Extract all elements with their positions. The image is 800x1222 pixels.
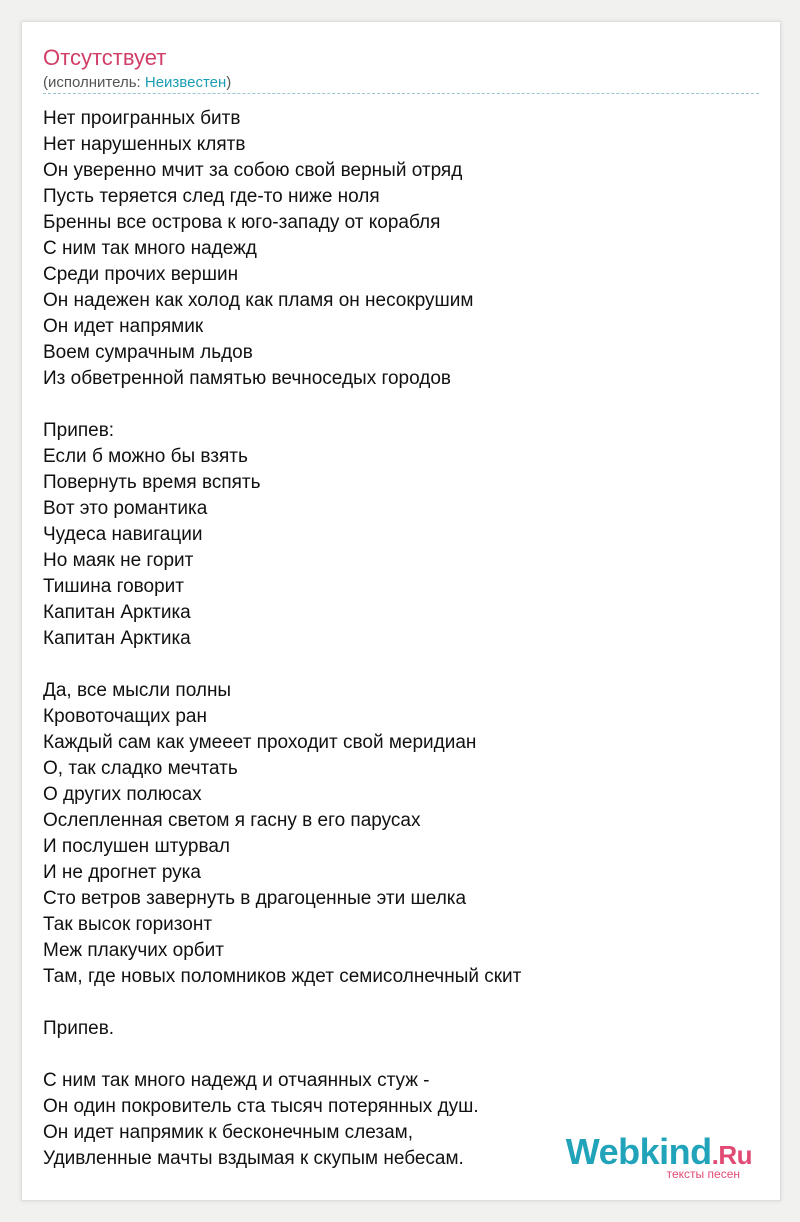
lyrics-line: Да, все мысли полны	[43, 680, 232, 701]
logo-main-text: Webkind	[565, 1131, 712, 1172]
lyrics-line: Тишина говорит	[43, 576, 184, 597]
lyrics-line: Среди прочих вершин	[43, 264, 239, 285]
lyrics-line: Воем сумрачным льдов	[43, 342, 253, 363]
lyrics-line: Сто ветров завернуть в драгоценные эти шелка	[43, 888, 467, 909]
title-divider	[43, 93, 759, 94]
lyrics-line: И послушен штурвал	[43, 836, 231, 857]
lyrics-line: О, так сладко мечтать	[43, 758, 238, 779]
lyrics-line: С ним так много надежд	[43, 238, 257, 259]
lyrics-line: Кровоточащих ран	[43, 706, 207, 727]
site-logo[interactable]	[566, 1133, 752, 1180]
lyrics-line: С ним так много надежд и отчаянных стуж -	[43, 1070, 430, 1091]
lyrics-line: Нет проигранных битв	[43, 108, 241, 129]
lyrics-line: Пусть теряется след где-то ниже ноля	[43, 186, 380, 207]
lyrics-line: Повернуть время вспять	[43, 472, 261, 493]
lyrics-card	[21, 21, 781, 1201]
lyrics-line: Удивленные мачты вздымая к скупым небесам.	[43, 1148, 464, 1169]
lyrics-line: О других полюсах	[43, 784, 202, 805]
lyrics-blank-line	[43, 990, 759, 1016]
logo-tagline: тексты песен	[666, 1167, 740, 1181]
lyrics-blank-line	[43, 392, 759, 418]
lyrics-blank-line	[43, 1042, 759, 1068]
lyrics-line: Он один покровитель ста тысяч потерянных душ.	[43, 1096, 479, 1117]
lyrics-line: Припев.	[43, 1018, 115, 1039]
lyrics-line: Чудеса навигации	[43, 524, 203, 545]
lyrics-text	[43, 106, 759, 1172]
lyrics-line: И не дрогнет рука	[43, 862, 201, 883]
performer-prefix: (исполнитель:	[43, 74, 145, 91]
lyrics-blank-line	[43, 652, 759, 678]
lyrics-line: Нет нарушенных клятв	[43, 134, 246, 155]
lyrics-line: Из обветренной памятью вечноседых городов	[43, 368, 452, 389]
lyrics-line: Припев:	[43, 420, 115, 441]
performer-link[interactable]: Неизвестен	[144, 74, 227, 91]
lyrics-line: Так высок горизонт	[43, 914, 213, 935]
lyrics-line: Он идет напрямик к бесконечным слезам,	[43, 1122, 414, 1143]
song-title: Отсутствует	[43, 45, 167, 70]
lyrics-line: Каждый сам как умееет проходит свой меридиан	[43, 732, 477, 753]
lyrics-line: Он уверенно мчит за собою свой верный отряд	[43, 160, 463, 181]
performer-line	[43, 73, 231, 93]
lyrics-line: Бренны все острова к юго-западу от корабля	[43, 212, 441, 233]
lyrics-line: Меж плакучих орбит	[43, 940, 224, 961]
lyrics-line: Он идет напрямик	[43, 316, 204, 337]
lyrics-line: Капитан Арктика	[43, 628, 191, 649]
lyrics-line: Если б можно бы взять	[43, 446, 248, 467]
logo-tld: .Ru	[711, 1140, 752, 1170]
performer-suffix: )	[226, 74, 232, 91]
lyrics-line: Там, где новых поломников ждет семисолнечный скит	[43, 966, 522, 987]
lyrics-line: Он надежен как холод как пламя он несокрушим	[43, 290, 474, 311]
lyrics-line: Вот это романтика	[43, 498, 208, 519]
lyrics-line: Ослепленная светом я гасну в его парусах	[43, 810, 421, 831]
lyrics-line: Капитан Арктика	[43, 602, 191, 623]
lyrics-line: Но маяк не горит	[43, 550, 194, 571]
